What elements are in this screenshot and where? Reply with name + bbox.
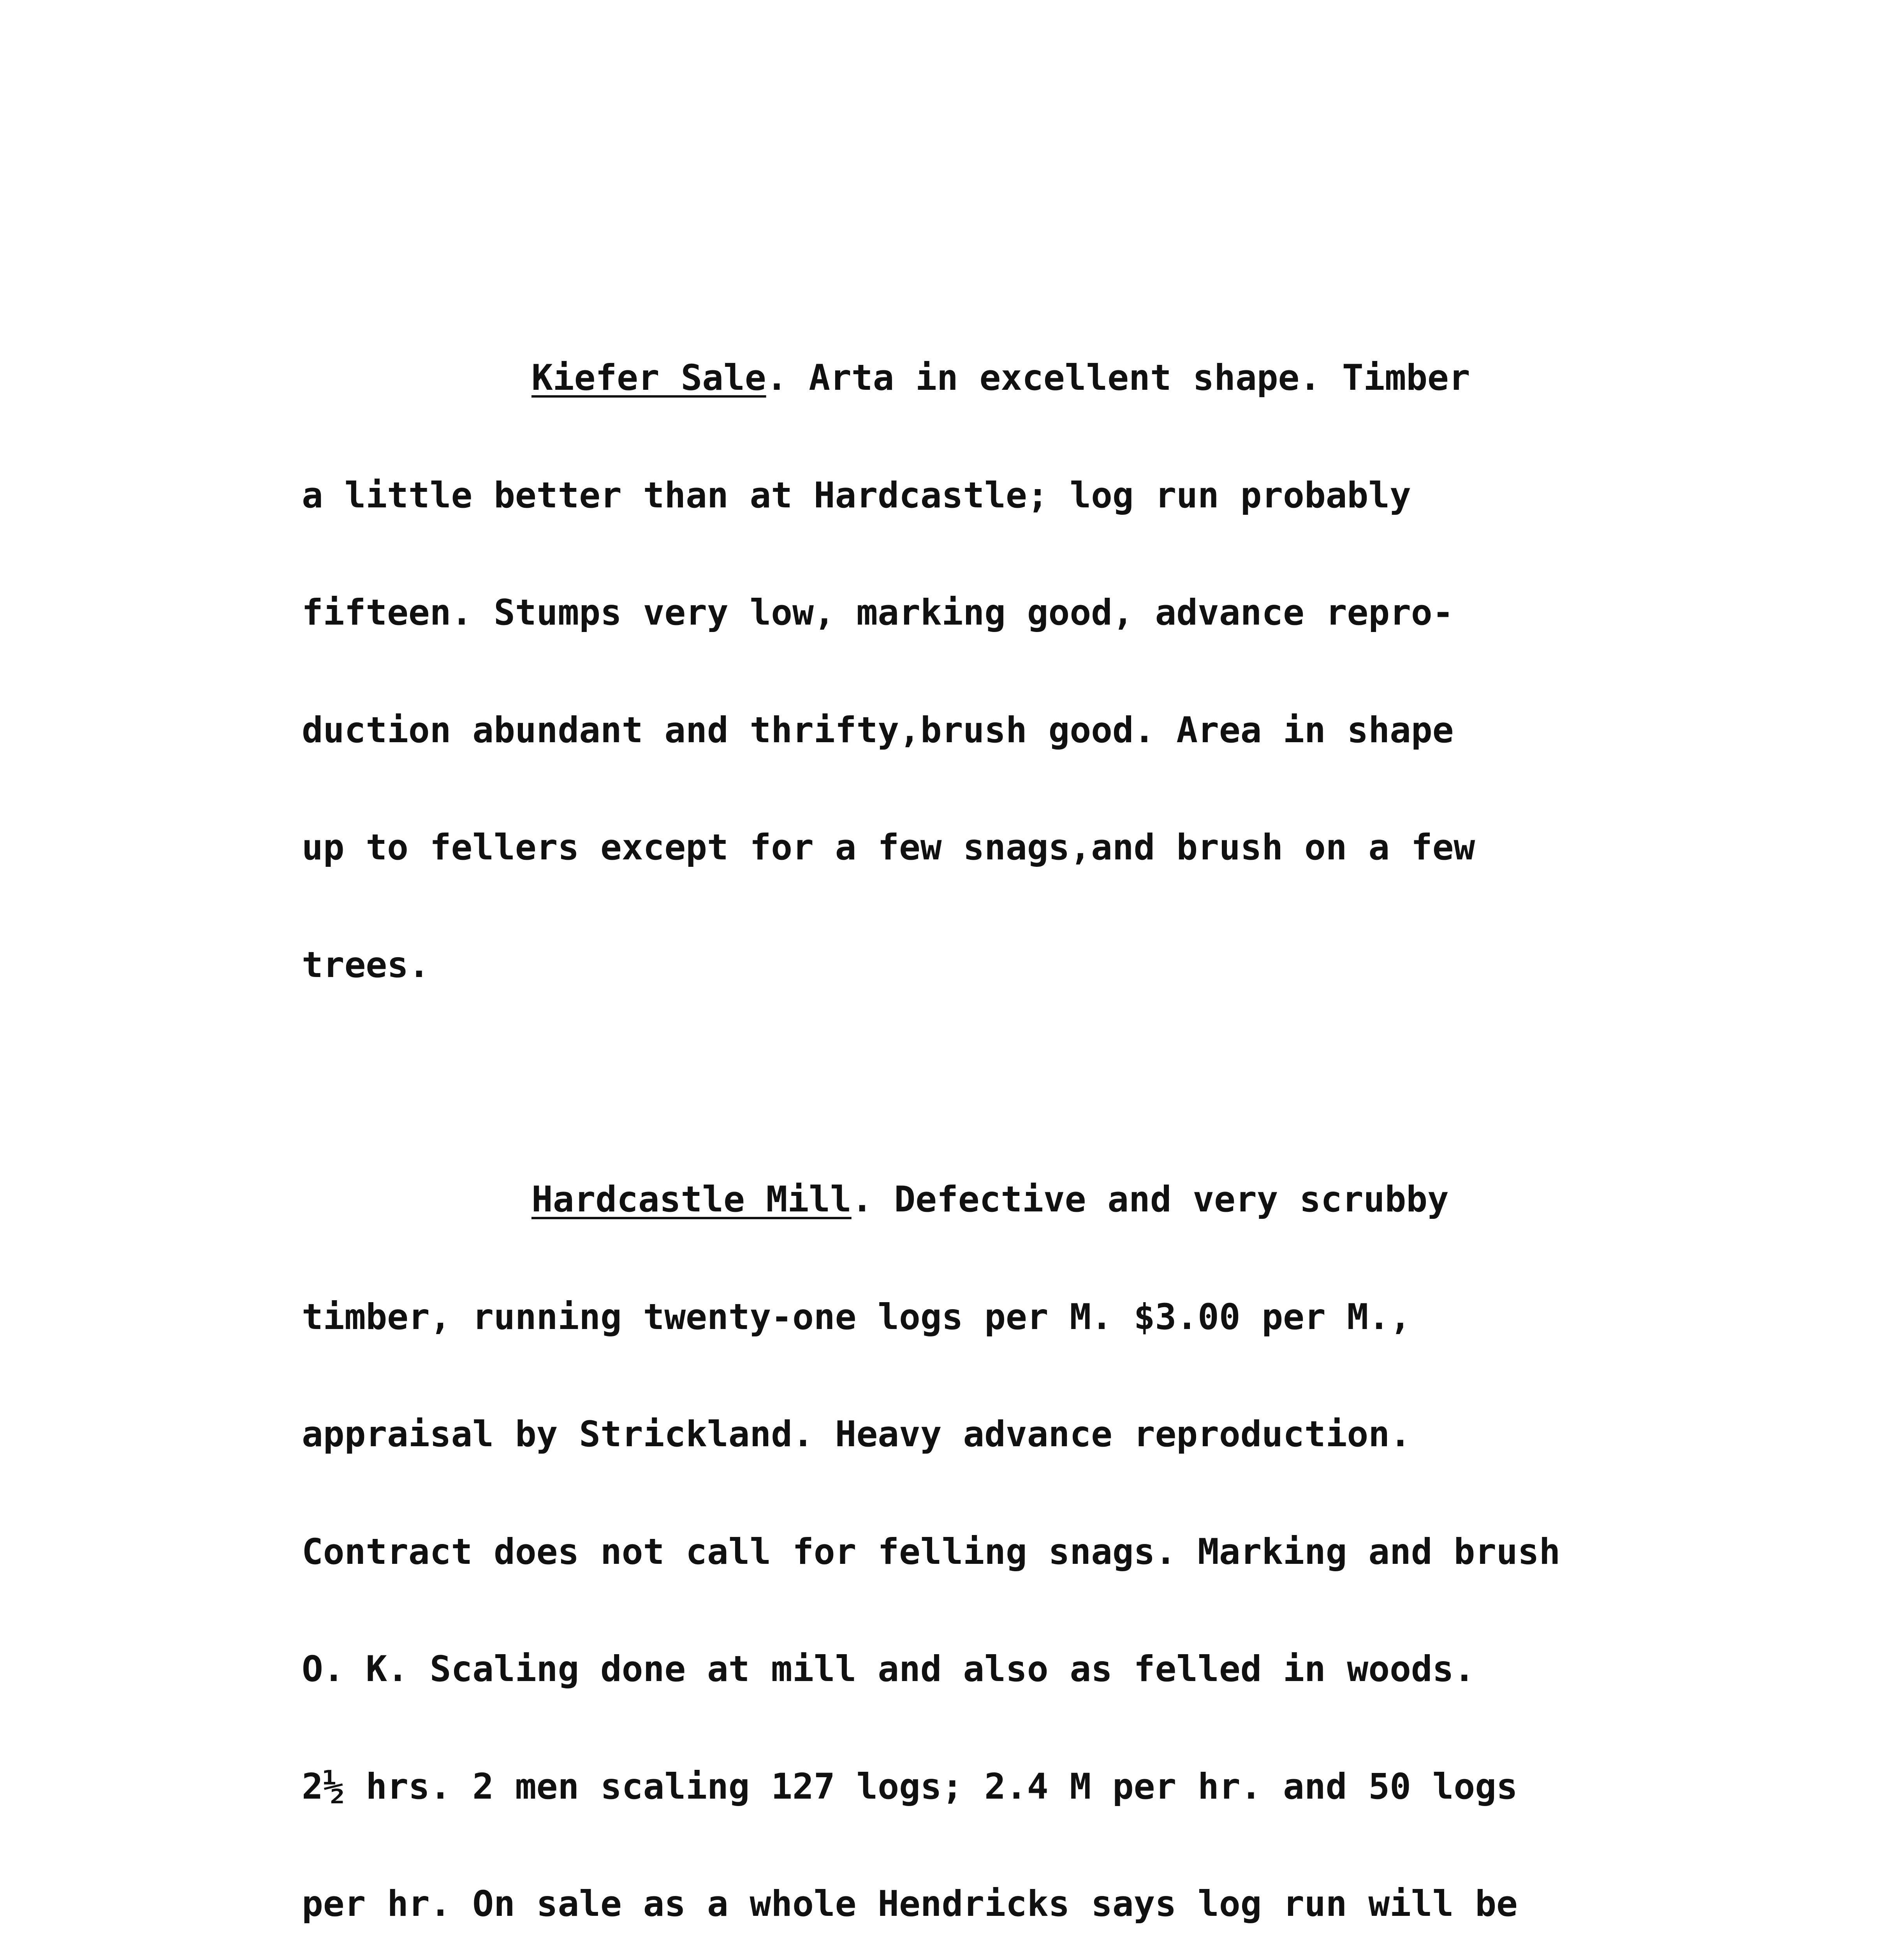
text-line: up to fellers except for a few snags,and brush on a few	[302, 827, 1475, 868]
text-line: Kiefer Sale. Arta in excellent shape. Timber	[531, 357, 1470, 398]
text-line: timber, running twenty-one logs per M. $3.00 per M.,	[302, 1296, 1411, 1338]
text-line: O. K. Scaling done at mill and also as felled in woods.	[302, 1649, 1475, 1690]
text-line: Hardcastle Mill. Defective and very scrubby	[531, 1179, 1449, 1220]
paragraph-hardcastle-mill	[302, 1102, 1723, 1947]
body-text	[302, 280, 1723, 1947]
text-line: per hr. On sale as a whole Hendricks says log run will be	[302, 1884, 1518, 1924]
text-line: trees.	[302, 944, 430, 986]
text-line: 2½ hrs. 2 men scaling 127 logs; 2.4 M per hr. and 50 logs	[302, 1766, 1518, 1807]
paragraph-kiefer-sale	[302, 280, 1723, 1063]
text-line: fifteen. Stumps very low, marking good, advance repro-	[302, 592, 1454, 633]
text-line: duction abundant and thrifty,brush good. Area in shape	[302, 709, 1454, 751]
text-line: appraisal by Strickland. Heavy advance reproduction.	[302, 1414, 1411, 1455]
text-line: a little better than at Hardcastle; log run probably	[302, 475, 1411, 516]
section-heading: Kiefer Sale	[531, 357, 766, 398]
section-heading: Hardcastle Mill	[531, 1179, 852, 1220]
text-line: Contract does not call for felling snags. Marking and brush	[302, 1531, 1561, 1572]
